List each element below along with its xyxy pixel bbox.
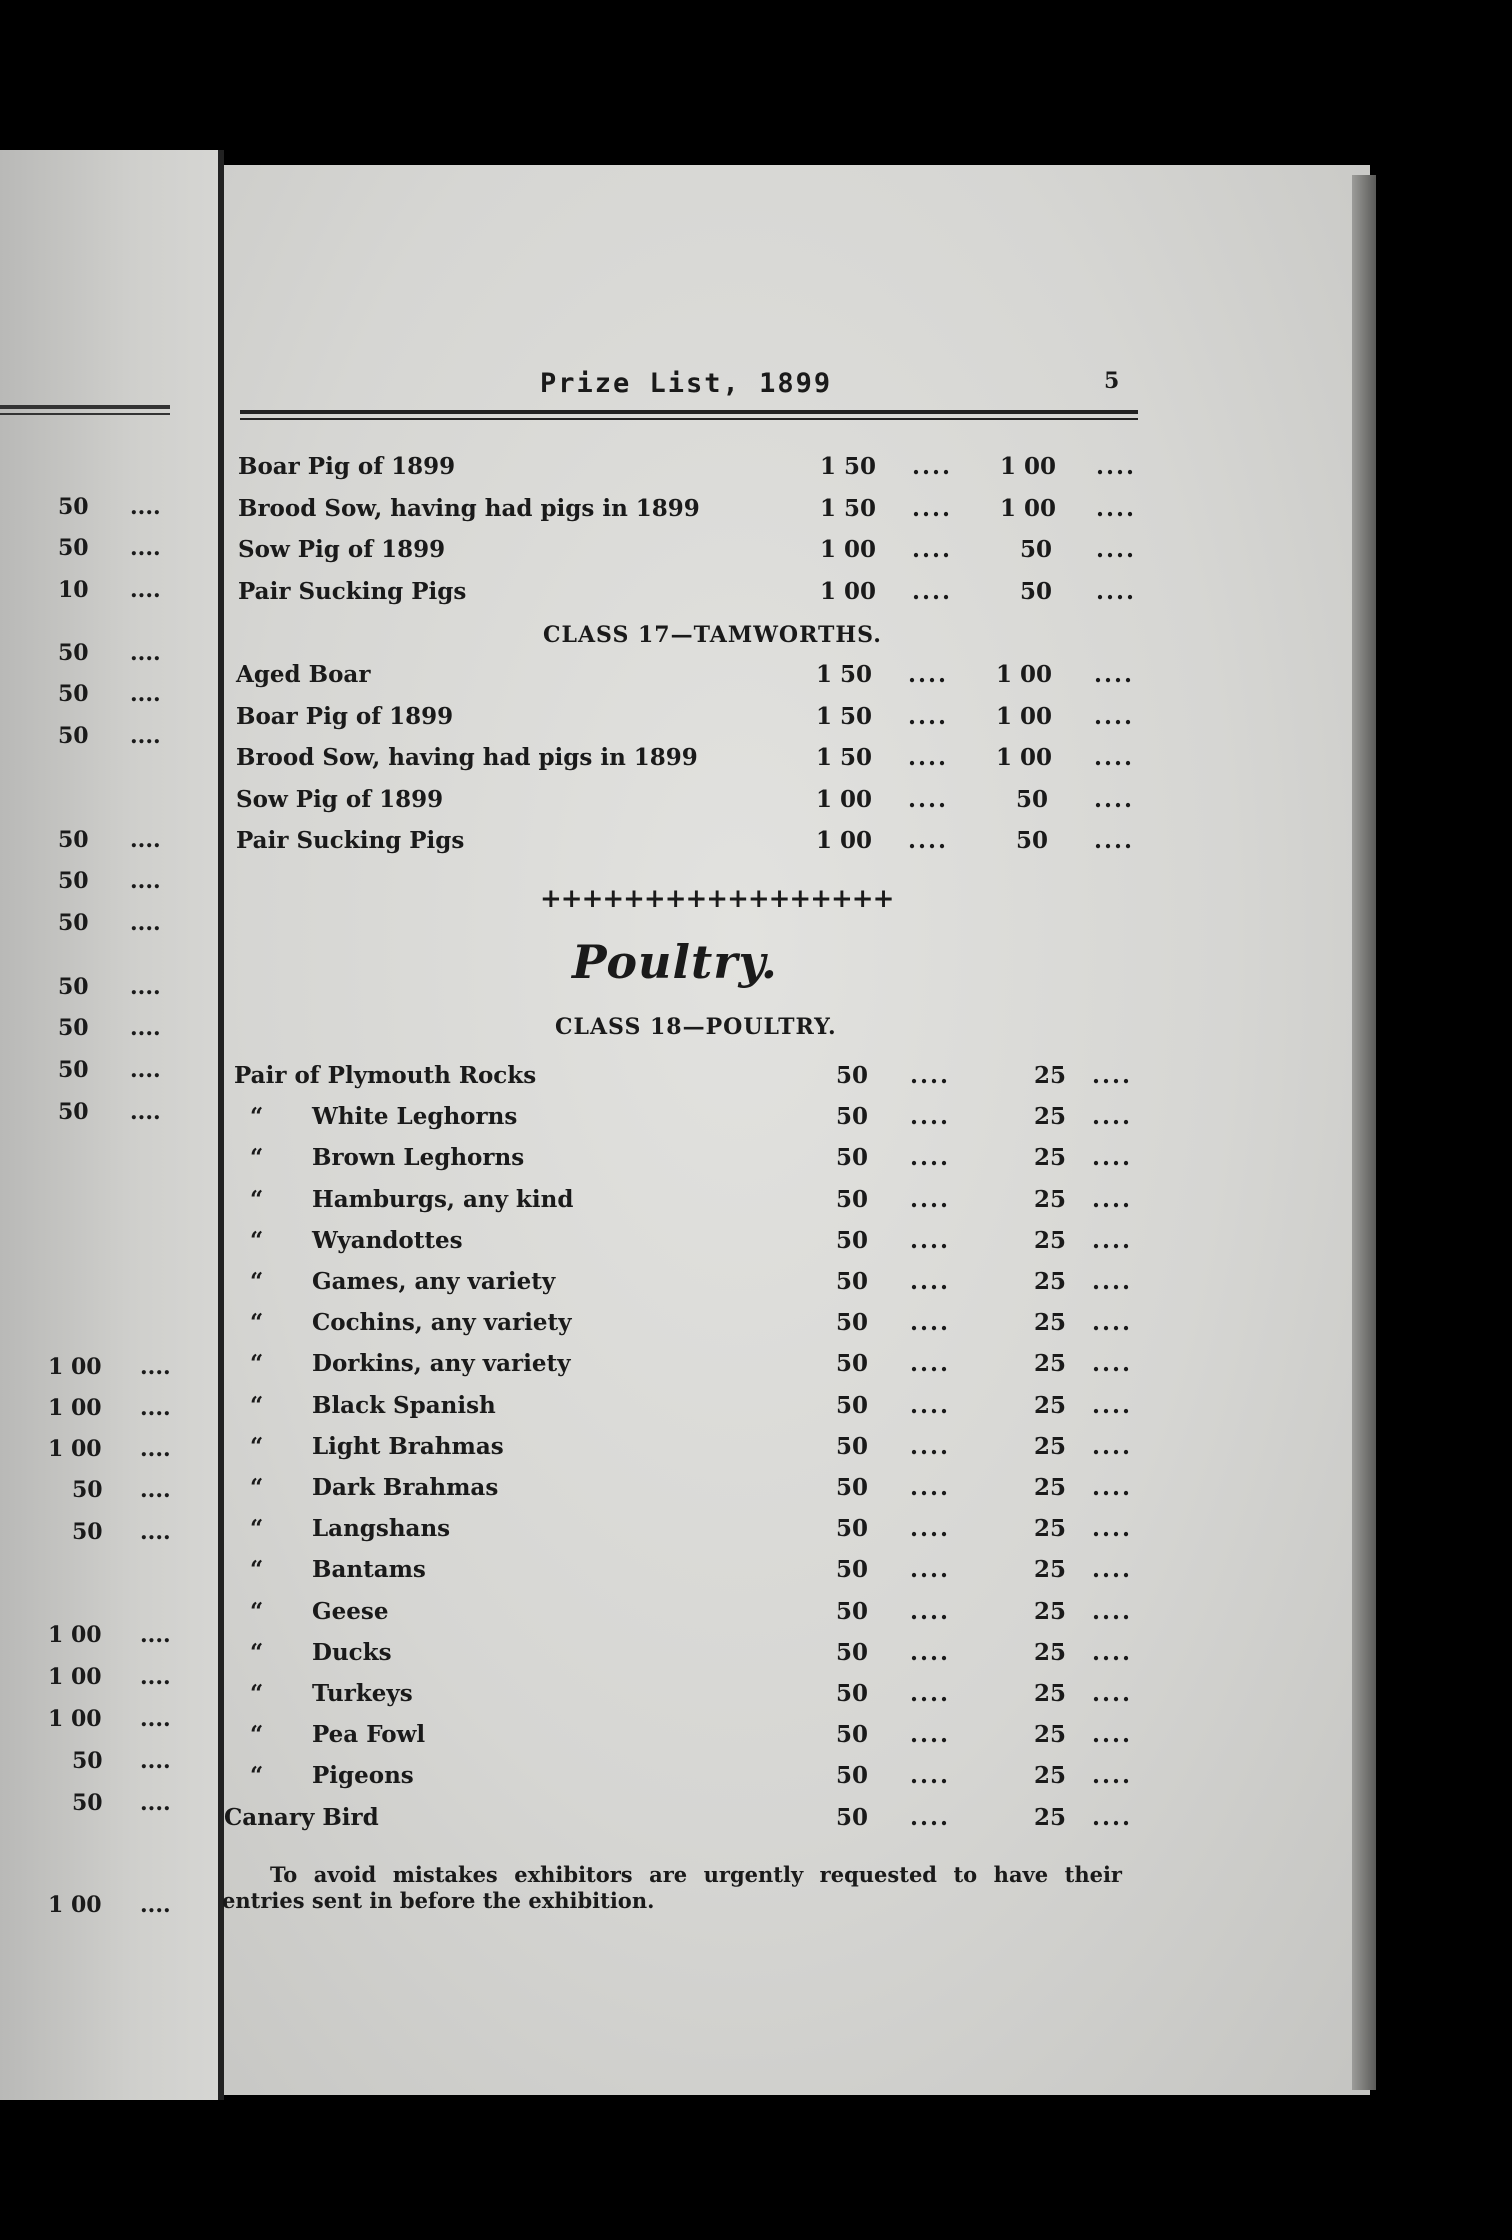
second-prize: 25 — [1034, 1103, 1067, 1131]
first-prize: 50 — [836, 1144, 869, 1172]
class-17-heading: CLASS 17—TAMWORTHS. — [543, 622, 882, 648]
leader-dots: .... — [912, 536, 953, 563]
list-item — [0, 786, 1400, 826]
second-prize: 50 — [1016, 827, 1049, 854]
list-item — [0, 1227, 1400, 1267]
first-prize: 50 — [836, 1185, 869, 1213]
facing-page-value: 50 — [72, 1519, 103, 1545]
leader-dots: .... — [910, 1350, 951, 1378]
second-prize: 25 — [1034, 1721, 1067, 1749]
first-prize: 50 — [836, 1309, 869, 1337]
list-item — [0, 703, 1400, 743]
leader-dots: .... — [1092, 1391, 1133, 1419]
second-prize: 25 — [1034, 1762, 1067, 1790]
first-prize: 1 00 — [820, 577, 877, 605]
second-prize: 25 — [1034, 1515, 1067, 1543]
facing-page-leader-dots: .... — [130, 1099, 161, 1125]
first-prize: 1 50 — [820, 453, 877, 480]
second-prize: 25 — [1034, 1638, 1067, 1666]
leader-dots: .... — [1092, 1062, 1133, 1089]
leader-dots: .... — [910, 1556, 951, 1584]
leader-dots: .... — [910, 1144, 951, 1172]
entry-name: Light Brahmas — [312, 1432, 504, 1460]
leader-dots: .... — [910, 1062, 951, 1089]
section-title: Poultry. — [572, 935, 778, 989]
second-prize: 1 00 — [1000, 453, 1057, 480]
leader-dots: .... — [910, 1268, 951, 1295]
list-item — [0, 1392, 1400, 1432]
first-prize: 1 00 — [820, 536, 877, 563]
facing-page-value: 1 00 — [48, 1664, 102, 1690]
leader-dots: .... — [1094, 661, 1135, 688]
entry-name: White Leghorns — [312, 1103, 518, 1131]
second-prize: 25 — [1034, 1391, 1067, 1419]
second-prize: 25 — [1034, 1432, 1067, 1460]
class-18-heading: CLASS 18—POULTRY. — [555, 1014, 837, 1040]
first-prize: 1 00 — [816, 827, 873, 854]
entry-name: Langshans — [312, 1515, 451, 1543]
leader-dots: .... — [1092, 1680, 1133, 1707]
ditto-mark: “ — [250, 1185, 264, 1213]
list-item — [0, 661, 1400, 701]
entry-name: Pigeons — [312, 1762, 414, 1790]
ditto-mark: “ — [250, 1638, 264, 1666]
second-prize: 25 — [1034, 1226, 1067, 1254]
leader-dots: .... — [908, 661, 949, 688]
first-prize: 1 50 — [820, 494, 877, 522]
facing-page-leader-dots: .... — [130, 535, 161, 561]
leader-dots: .... — [912, 494, 953, 522]
facing-page-leader-dots: .... — [140, 1354, 171, 1380]
leader-dots: .... — [910, 1103, 951, 1131]
second-prize: 25 — [1034, 1144, 1067, 1172]
ditto-mark: “ — [250, 1515, 264, 1543]
first-prize: 50 — [836, 1597, 869, 1625]
ornamental-divider: +++++++++++++++++ — [540, 884, 894, 914]
facing-page-leader-dots: .... — [130, 1057, 161, 1083]
facing-page-leader-dots: .... — [140, 1748, 171, 1774]
list-item — [0, 1144, 1400, 1184]
first-prize: 50 — [836, 1515, 869, 1543]
entry-name: Sow Pig of 1899 — [238, 536, 446, 563]
list-item — [0, 1186, 1400, 1226]
running-header-title: Prize List, 1899 — [540, 368, 833, 399]
ditto-mark: “ — [250, 1680, 264, 1707]
list-item — [0, 1598, 1400, 1638]
facing-page-leader-dots: .... — [140, 1790, 171, 1816]
facing-page-value: 50 — [58, 868, 89, 894]
list-item — [0, 578, 1400, 618]
header-rule-thin — [240, 418, 1138, 420]
first-prize: 1 00 — [816, 785, 873, 813]
entry-name: Hamburgs, any kind — [312, 1185, 574, 1213]
leader-dots: .... — [912, 577, 953, 605]
first-prize: 1 50 — [816, 702, 873, 730]
second-prize: 1 00 — [1000, 494, 1057, 522]
list-item — [0, 1474, 1400, 1514]
leader-dots: .... — [1092, 1515, 1133, 1543]
first-prize: 50 — [836, 1680, 869, 1707]
leader-dots: .... — [1094, 702, 1135, 730]
leader-dots: .... — [910, 1185, 951, 1213]
facing-page-value: 50 — [58, 974, 89, 1000]
ditto-mark: “ — [250, 1103, 264, 1131]
leader-dots: .... — [910, 1597, 951, 1625]
ditto-mark: “ — [250, 1350, 264, 1378]
ditto-mark: “ — [250, 1721, 264, 1749]
facing-page-value: 50 — [58, 1099, 89, 1125]
leader-dots: .... — [1096, 494, 1137, 522]
first-prize: 1 50 — [816, 661, 873, 688]
second-prize: 1 00 — [996, 661, 1053, 688]
leader-dots: .... — [1092, 1144, 1133, 1172]
leader-dots: .... — [1094, 827, 1135, 854]
leader-dots: .... — [1092, 1226, 1133, 1254]
facing-page-value: 50 — [58, 1015, 89, 1041]
list-item — [0, 827, 1400, 867]
facing-page-value: 50 — [58, 494, 89, 520]
facing-page-value: 50 — [72, 1790, 103, 1816]
leader-dots: .... — [1092, 1432, 1133, 1460]
second-prize: 25 — [1034, 1803, 1067, 1831]
second-prize: 1 00 — [996, 744, 1053, 771]
ditto-mark: “ — [250, 1309, 264, 1337]
list-item — [0, 744, 1400, 784]
first-prize: 50 — [836, 1062, 869, 1089]
entry-name: Boar Pig of 1899 — [238, 453, 456, 480]
ditto-mark: “ — [250, 1474, 264, 1501]
facing-page-value: 50 — [72, 1748, 103, 1774]
list-item — [0, 1062, 1400, 1102]
leader-dots: .... — [1092, 1474, 1133, 1501]
leader-dots: .... — [910, 1309, 951, 1337]
facing-page-rule — [0, 405, 170, 409]
second-prize: 25 — [1034, 1309, 1067, 1337]
facing-page-leader-dots: .... — [140, 1664, 171, 1690]
first-prize: 50 — [836, 1391, 869, 1419]
first-prize: 50 — [836, 1762, 869, 1790]
first-prize: 50 — [836, 1638, 869, 1666]
leader-dots: .... — [1092, 1103, 1133, 1131]
leader-dots: .... — [910, 1762, 951, 1790]
list-item — [0, 1804, 1400, 1844]
entry-name: Boar Pig of 1899 — [236, 702, 454, 730]
first-prize: 50 — [836, 1268, 869, 1295]
facing-page-leader-dots: .... — [130, 1015, 161, 1041]
leader-dots: .... — [1092, 1350, 1133, 1378]
entry-name: Brood Sow, having had pigs in 1899 — [236, 744, 698, 771]
facing-page-leader-dots: .... — [130, 494, 161, 520]
facing-page-leader-dots: .... — [130, 868, 161, 894]
entry-name: Aged Boar — [236, 661, 371, 688]
entry-name: Brood Sow, having had pigs in 1899 — [238, 494, 700, 522]
leader-dots: .... — [910, 1432, 951, 1460]
second-prize: 25 — [1034, 1680, 1067, 1707]
first-prize: 50 — [836, 1803, 869, 1831]
leader-dots: .... — [910, 1515, 951, 1543]
facing-page-value: 1 00 — [48, 1892, 102, 1918]
entry-name: Sow Pig of 1899 — [236, 785, 444, 813]
facing-page-value: 50 — [58, 910, 89, 936]
first-prize: 50 — [836, 1226, 869, 1254]
second-prize: 50 — [1020, 536, 1053, 563]
second-prize: 1 00 — [996, 702, 1053, 730]
list-item — [0, 1721, 1400, 1761]
entry-name: Ducks — [312, 1638, 392, 1666]
facing-page-value: 1 00 — [48, 1354, 102, 1380]
header-rule — [240, 410, 1138, 414]
entry-name: Pair Sucking Pigs — [236, 827, 465, 854]
list-item — [0, 1762, 1400, 1802]
entry-name: Bantams — [312, 1556, 426, 1584]
leader-dots: .... — [1096, 453, 1137, 480]
footnote: To avoid mistakes exhibitors are urgently requested to have their entries sent in before the exhibition. — [222, 1862, 1122, 1913]
facing-page-leader-dots: .... — [140, 1622, 171, 1648]
leader-dots: .... — [1092, 1185, 1133, 1213]
facing-page-leader-dots: .... — [140, 1477, 171, 1503]
leader-dots: .... — [1092, 1638, 1133, 1666]
facing-page-leader-dots: .... — [140, 1436, 171, 1462]
leader-dots: .... — [1092, 1803, 1133, 1831]
facing-page-leader-dots: .... — [130, 974, 161, 1000]
second-prize: 25 — [1034, 1597, 1067, 1625]
entry-name: Canary Bird — [224, 1803, 379, 1831]
leader-dots: .... — [910, 1803, 951, 1831]
entry-name: Brown Leghorns — [312, 1144, 525, 1172]
facing-page-value: 1 00 — [48, 1622, 102, 1648]
first-prize: 50 — [836, 1350, 869, 1378]
second-prize: 25 — [1034, 1556, 1067, 1584]
leader-dots: .... — [910, 1721, 951, 1749]
facing-page-value: 50 — [58, 535, 89, 561]
facing-page-leader-dots: .... — [130, 827, 161, 853]
facing-page-value: 50 — [58, 640, 89, 666]
facing-page-leader-dots: .... — [130, 640, 161, 666]
leader-dots: .... — [1092, 1721, 1133, 1749]
facing-page-value: 1 00 — [48, 1436, 102, 1462]
ditto-mark: “ — [250, 1432, 264, 1460]
facing-page-value: 1 00 — [48, 1706, 102, 1732]
list-item — [0, 1639, 1400, 1679]
list-item — [0, 453, 1400, 493]
list-item — [0, 1103, 1400, 1143]
first-prize: 50 — [836, 1474, 869, 1501]
facing-page-leader-dots: .... — [130, 577, 161, 603]
leader-dots: .... — [912, 453, 953, 480]
list-item — [0, 1309, 1400, 1349]
entry-name: Pair of Plymouth Rocks — [234, 1062, 537, 1089]
facing-page-value: 50 — [58, 723, 89, 749]
facing-page-leader-dots: .... — [140, 1706, 171, 1732]
facing-page-value: 50 — [58, 681, 89, 707]
leader-dots: .... — [910, 1391, 951, 1419]
first-prize: 50 — [836, 1721, 869, 1749]
leader-dots: .... — [1092, 1597, 1133, 1625]
list-item — [0, 1433, 1400, 1473]
leader-dots: .... — [910, 1226, 951, 1254]
first-prize: 50 — [836, 1432, 869, 1460]
facing-page-value: 50 — [58, 827, 89, 853]
leader-dots: .... — [1092, 1762, 1133, 1790]
entry-name: Dorkins, any variety — [312, 1350, 571, 1378]
facing-page-leader-dots: .... — [140, 1892, 171, 1918]
ditto-mark: “ — [250, 1556, 264, 1584]
leader-dots: .... — [910, 1680, 951, 1707]
leader-dots: .... — [1092, 1268, 1133, 1295]
facing-page-leader-dots: .... — [130, 681, 161, 707]
entry-name: Pea Fowl — [312, 1721, 426, 1749]
second-prize: 25 — [1034, 1268, 1067, 1295]
entry-name: Black Spanish — [312, 1391, 496, 1419]
list-item — [0, 536, 1400, 576]
page-number: 5 — [1104, 368, 1120, 394]
leader-dots: .... — [908, 785, 949, 813]
entry-name: Wyandottes — [312, 1226, 463, 1254]
list-item — [0, 1350, 1400, 1390]
second-prize: 25 — [1034, 1474, 1067, 1501]
first-prize: 1 50 — [816, 744, 873, 771]
first-prize: 50 — [836, 1556, 869, 1584]
leader-dots: .... — [908, 827, 949, 854]
entry-name: Games, any variety — [312, 1268, 556, 1295]
facing-page-value: 50 — [72, 1477, 103, 1503]
facing-page-value: 10 — [58, 577, 89, 603]
second-prize: 25 — [1034, 1185, 1067, 1213]
facing-page-leader-dots: .... — [140, 1395, 171, 1421]
ditto-mark: “ — [250, 1597, 264, 1625]
list-item — [0, 1268, 1400, 1308]
leader-dots: .... — [1096, 536, 1137, 563]
leader-dots: .... — [910, 1638, 951, 1666]
leader-dots: .... — [1092, 1309, 1133, 1337]
second-prize: 50 — [1020, 577, 1053, 605]
leader-dots: .... — [1094, 785, 1135, 813]
list-item — [0, 1556, 1400, 1596]
leader-dots: .... — [1092, 1556, 1133, 1584]
facing-page-rule-thin — [0, 413, 170, 415]
ditto-mark: “ — [250, 1226, 264, 1254]
leader-dots: .... — [1094, 744, 1135, 771]
leader-dots: .... — [908, 702, 949, 730]
ditto-mark: “ — [250, 1268, 264, 1295]
list-item — [0, 495, 1400, 535]
list-item — [0, 1680, 1400, 1720]
entry-name: Geese — [312, 1597, 389, 1625]
ditto-mark: “ — [250, 1391, 264, 1419]
ditto-mark: “ — [250, 1762, 264, 1790]
facing-page-value: 50 — [58, 1057, 89, 1083]
entry-name: Dark Brahmas — [312, 1474, 499, 1501]
facing-page-leader-dots: .... — [140, 1519, 171, 1545]
entry-name: Cochins, any variety — [312, 1309, 572, 1337]
leader-dots: .... — [908, 744, 949, 771]
second-prize: 25 — [1034, 1062, 1067, 1089]
leader-dots: .... — [910, 1474, 951, 1501]
facing-page-leader-dots: .... — [130, 910, 161, 936]
first-prize: 50 — [836, 1103, 869, 1131]
second-prize: 50 — [1016, 785, 1049, 813]
leader-dots: .... — [1096, 577, 1137, 605]
entry-name: Turkeys — [312, 1680, 413, 1707]
facing-page-value: 1 00 — [48, 1395, 102, 1421]
list-item — [0, 1515, 1400, 1555]
facing-page-leader-dots: .... — [130, 723, 161, 749]
second-prize: 25 — [1034, 1350, 1067, 1378]
entry-name: Pair Sucking Pigs — [238, 577, 467, 605]
ditto-mark: “ — [250, 1144, 264, 1172]
